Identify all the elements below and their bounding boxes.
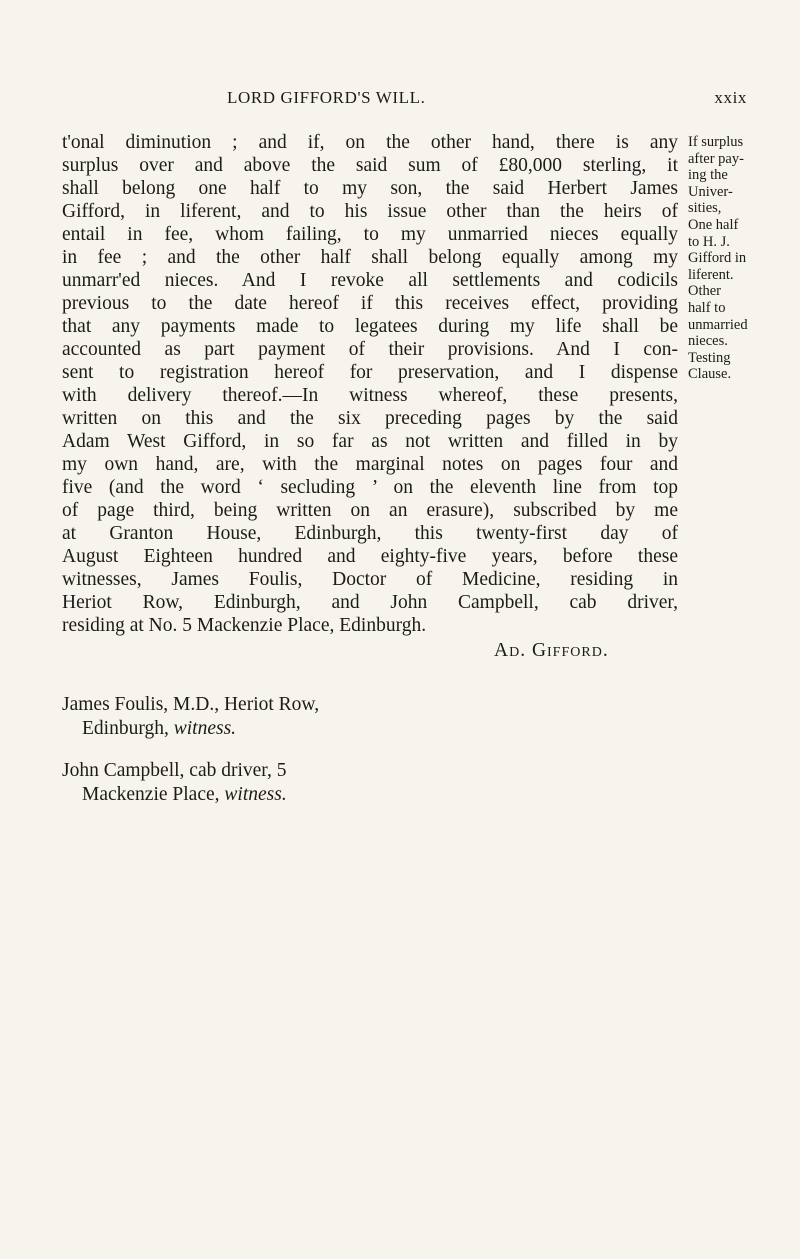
witness-role: witness. <box>224 784 287 805</box>
body-line: Gifford, in liferent, and to his issue other than the heirs of <box>62 201 678 222</box>
witness-entry <box>62 693 319 741</box>
body-line: accounted as part payment of their provisions. And I con- <box>62 339 678 360</box>
body-text <box>62 131 678 637</box>
witness-line: James Foulis, M.D., Heriot Row, <box>62 694 320 715</box>
body-line: residing at No. 5 Mackenzie Place, Edinburgh. <box>62 615 427 636</box>
margin-note: Testing <box>688 349 731 366</box>
body-line: entail in fee, whom failing, to my unmarried nieces equally <box>62 224 678 245</box>
body-line: in fee ; and the other half shall belong equally among my <box>62 247 678 268</box>
margin-note: unmarried <box>688 316 748 333</box>
margin-note: Gifford in <box>688 250 747 267</box>
body-line: with delivery thereof.—In witness whereof, these presents, <box>62 385 678 406</box>
margin-note: nieces. <box>688 333 728 350</box>
margin-note: Univer- <box>688 183 733 200</box>
margin-note: half to <box>688 299 726 316</box>
witness-line: Mackenzie Place, <box>82 784 220 805</box>
page-header <box>227 88 747 112</box>
running-title: LORD GIFFORD'S WILL. <box>227 88 426 107</box>
body-line: t'onal diminution ; and if, on the other hand, there is any <box>62 132 678 153</box>
signature: Ad. Gifford. <box>494 640 609 661</box>
body-line: my own hand, are, with the marginal notes on pages four and <box>62 454 678 475</box>
body-line: unmarr'ed nieces. And I revoke all settlements and codicils <box>62 270 678 291</box>
witness-entry <box>62 759 287 807</box>
witness-role: witness. <box>173 718 237 739</box>
body-line: surplus over and above the said sum of £80,000 sterling, it <box>62 155 678 176</box>
body-line: previous to the date hereof if this receives effect, providing <box>62 293 678 314</box>
margin-note: liferent. <box>688 266 734 283</box>
body-line: sent to registration hereof for preservation, and I dispense <box>62 362 678 383</box>
margin-note: Clause. <box>688 366 732 383</box>
body-line: that any payments made to legatees during my life shall be <box>62 316 678 337</box>
body-line: August Eighteen hundred and eighty-five years, before these <box>62 546 678 567</box>
body-line: at Granton House, Edinburgh, this twenty-first day of <box>62 523 678 544</box>
margin-note: sities, <box>688 200 722 217</box>
margin-note: One half <box>688 216 739 233</box>
body-line: of page third, being written on an erasure), subscribed by me <box>62 500 678 521</box>
body-line: Adam West Gifford, in so far as not written and filled in by <box>62 431 678 452</box>
margin-note: to H. J. <box>688 233 730 250</box>
margin-note: Other <box>688 283 722 300</box>
body-line: Heriot Row, Edinburgh, and John Campbell, cab driver, <box>62 592 678 613</box>
body-line: written on this and the six preceding pages by the said <box>62 408 678 429</box>
witness-line: John Campbell, cab driver, 5 <box>62 760 287 781</box>
body-line: witnesses, James Foulis, Doctor of Medicine, residing in <box>62 569 678 590</box>
margin-note: If surplus <box>688 134 744 150</box>
page-number: xxix <box>714 88 747 107</box>
body-line: shall belong one half to my son, the said Herbert James <box>62 178 678 199</box>
margin-note: after pay- <box>688 150 744 167</box>
witness-line: Edinburgh, <box>82 718 169 739</box>
body-line: five (and the word ‘ secluding ’ on the eleventh line from top <box>62 477 678 498</box>
margin-note: ing the <box>688 167 728 184</box>
margin-notes <box>688 134 796 383</box>
